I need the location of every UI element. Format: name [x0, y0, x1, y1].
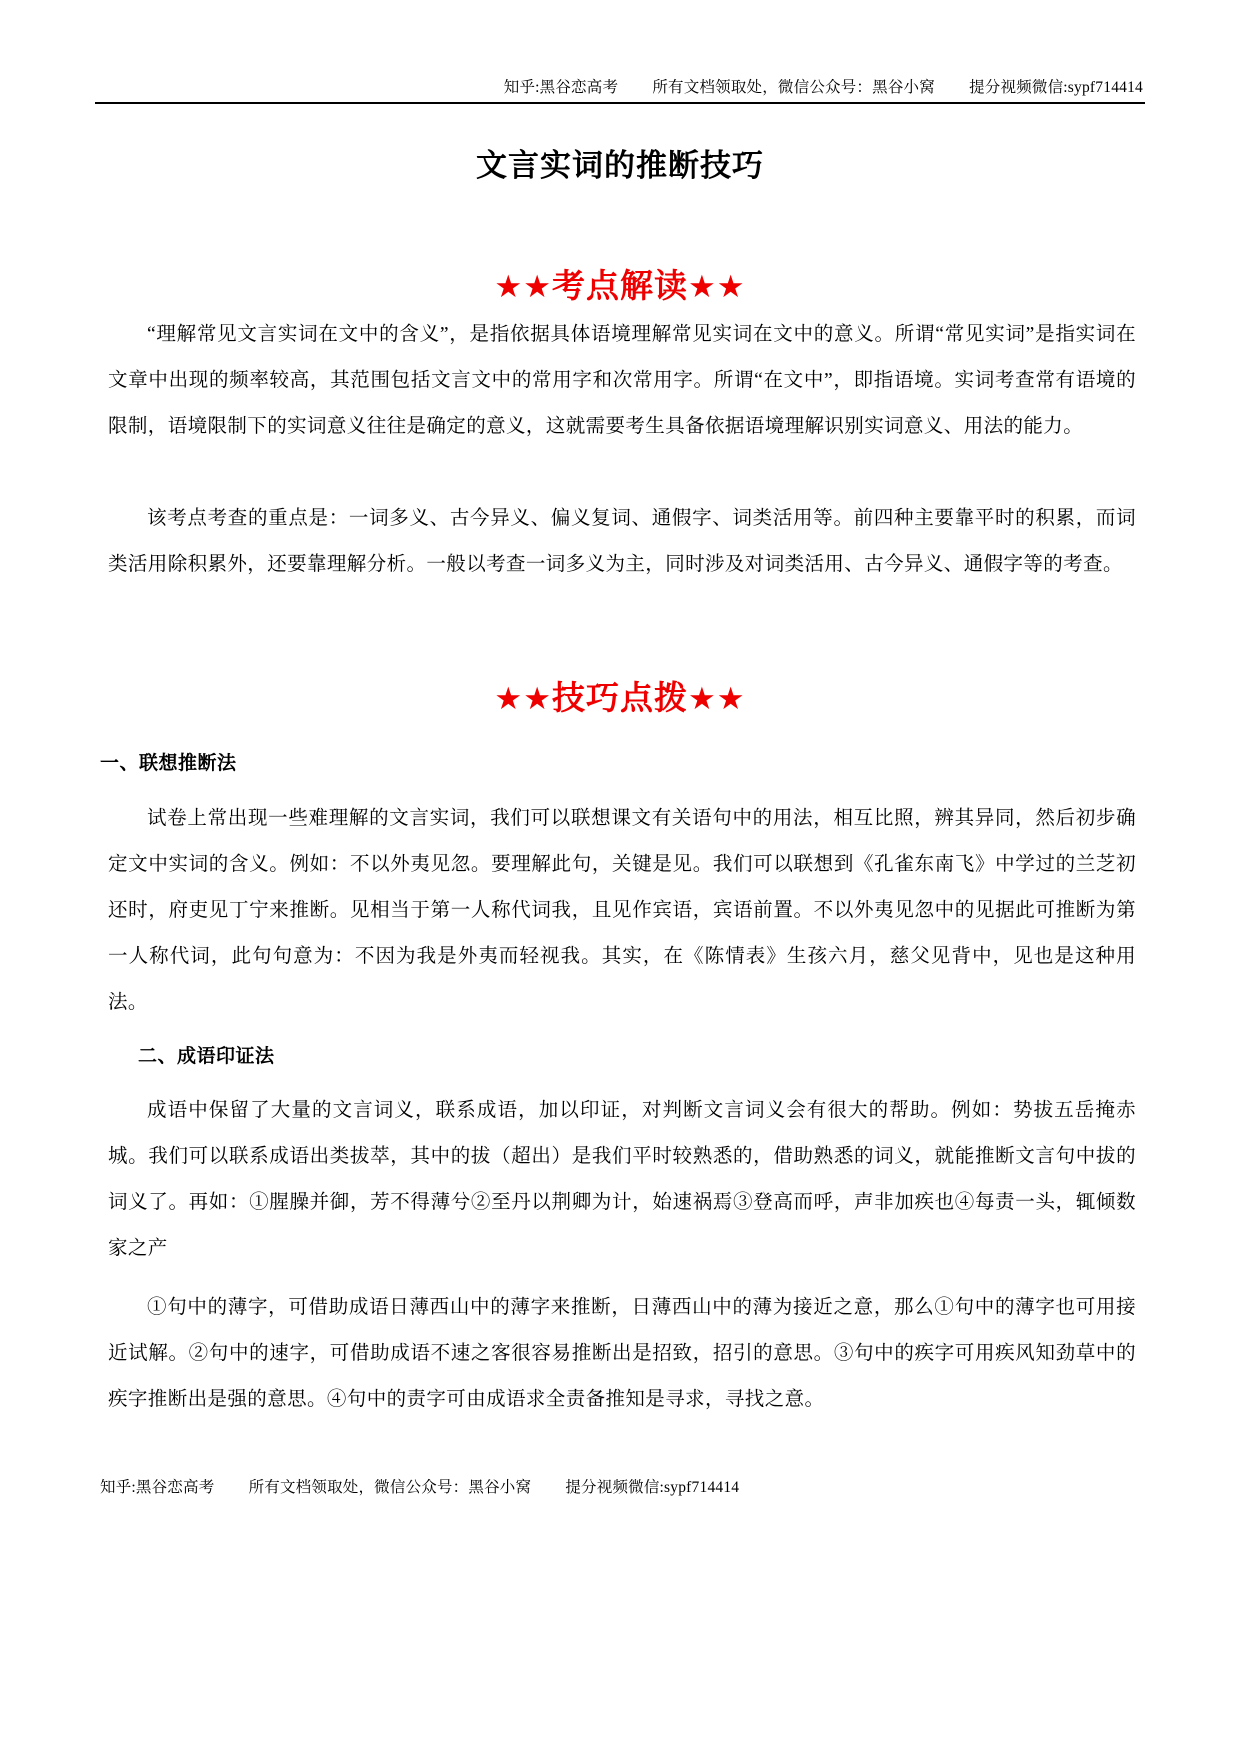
header-segment-wechat-official: 所有文档领取处，微信公众号：黑谷小窝 [652, 79, 935, 96]
section-heading-jiqiao [0, 672, 1240, 719]
kaodian-paragraph-1-block [108, 312, 1136, 450]
footer-segment-wechat-official: 所有文档领取处，微信公众号：黑谷小窝 [248, 1479, 532, 1496]
method-2-paragraph-1: 成语中保留了大量的文言词义，联系成语，加以印证，对判断文言词义会有很大的帮助。例如：势拔五岳掩赤城。我们可以联系成语出类拔萃，其中的拔（超出）是我们平时较熟悉的，借助熟悉的词义，就能推断文言句中拔的词义了。再如：①腥臊并御，芳不得薄兮②至丹以荆卿为计，始速祸焉③登高而呼，声非加疾也④每责一头，辄倾数家之产 [108, 1100, 1136, 1259]
method-2-heading: 二、成语印证法 [138, 1046, 275, 1067]
footer-segment-zhihu: 知乎:黑谷恋高考 [100, 1479, 215, 1496]
star-icon-right: ★★ [688, 269, 746, 304]
section-heading-jiqiao-label: 技巧点拨 [552, 679, 688, 716]
method-1-heading: 一、联想推断法 [100, 753, 237, 774]
kaodian-paragraph-1: “理解常见文言实词在文中的含义”，是指依据具体语境理解常见实词在文中的意义。所谓“常见实词”是指实词在文章中出现的频率较高，其范围包括文言文中的常用字和次常用字。所谓“在文中”，即指语境。实词考查常有语境的限制，语境限制下的实词意义往往是确定的意义，这就需要考生具备依据语境理解识别实词意义、用法的能力。 [108, 324, 1136, 437]
kaodian-paragraph-2: 该考点考查的重点是：一词多义、古今异义、偏义复词、通假字、词类活用等。前四种主要靠平时的积累，而词类活用除积累外，还要靠理解分析。一般以考查一词多义为主，同时涉及对词类活用、古今异义、通假字等的考查。 [108, 508, 1136, 575]
star-icon-left: ★★ [494, 269, 552, 304]
method-1-paragraph-block [108, 796, 1136, 1026]
header-text-line [95, 78, 1145, 98]
page-header [95, 78, 1145, 104]
kaodian-paragraph-2-block [108, 496, 1136, 588]
method-1-paragraph: 试卷上常出现一些难理解的文言实词，我们可以联想课文有关语句中的用法，相互比照，辨其异同，然后初步确定文中实词的含义。例如：不以外夷见忽。要理解此句，关键是见。我们可以联想到《孔雀东南飞》中学过的兰芝初还时，府吏见丁宁来推断。见相当于第一人称代词我，且见作宾语，宾语前置。不以外夷见忽中的见据此可推断为第一人称代词，此句句意为：不因为我是外夷而轻视我。其实，在《陈情表》生孩六月，慈父见背中，见也是这种用法。 [108, 808, 1136, 1013]
section-heading-kaodian-label: 考点解读 [552, 267, 688, 304]
header-divider-rule [95, 102, 1145, 104]
method-2-paragraph-1-block [108, 1088, 1136, 1272]
page-title: 文言实词的推断技巧 [476, 148, 764, 183]
star-icon-left-2: ★★ [494, 681, 552, 716]
header-segment-wechat-id: 提分视频微信:sypf714414 [969, 79, 1143, 96]
footer-text-line [100, 1478, 1140, 1498]
footer-segment-wechat-id: 提分视频微信:sypf714414 [565, 1479, 740, 1496]
page-footer [100, 1478, 1140, 1498]
star-icon-right-2: ★★ [688, 681, 746, 716]
header-segment-zhihu: 知乎:黑谷恋高考 [503, 79, 619, 96]
method-2-paragraph-2-block [108, 1285, 1136, 1423]
method-2-paragraph-2: ①句中的薄字，可借助成语日薄西山中的薄字来推断，日薄西山中的薄为接近之意，那么①句中的薄字也可用接近试解。②句中的速字，可借助成语不速之客很容易推断出是招致，招引的意思。③句中的疾字可用疾风知劲草中的疾字推断出是强的意思。④句中的责字可由成语求全责备推知是寻求，寻找之意。 [108, 1297, 1136, 1410]
section-heading-kaodian [0, 260, 1240, 307]
